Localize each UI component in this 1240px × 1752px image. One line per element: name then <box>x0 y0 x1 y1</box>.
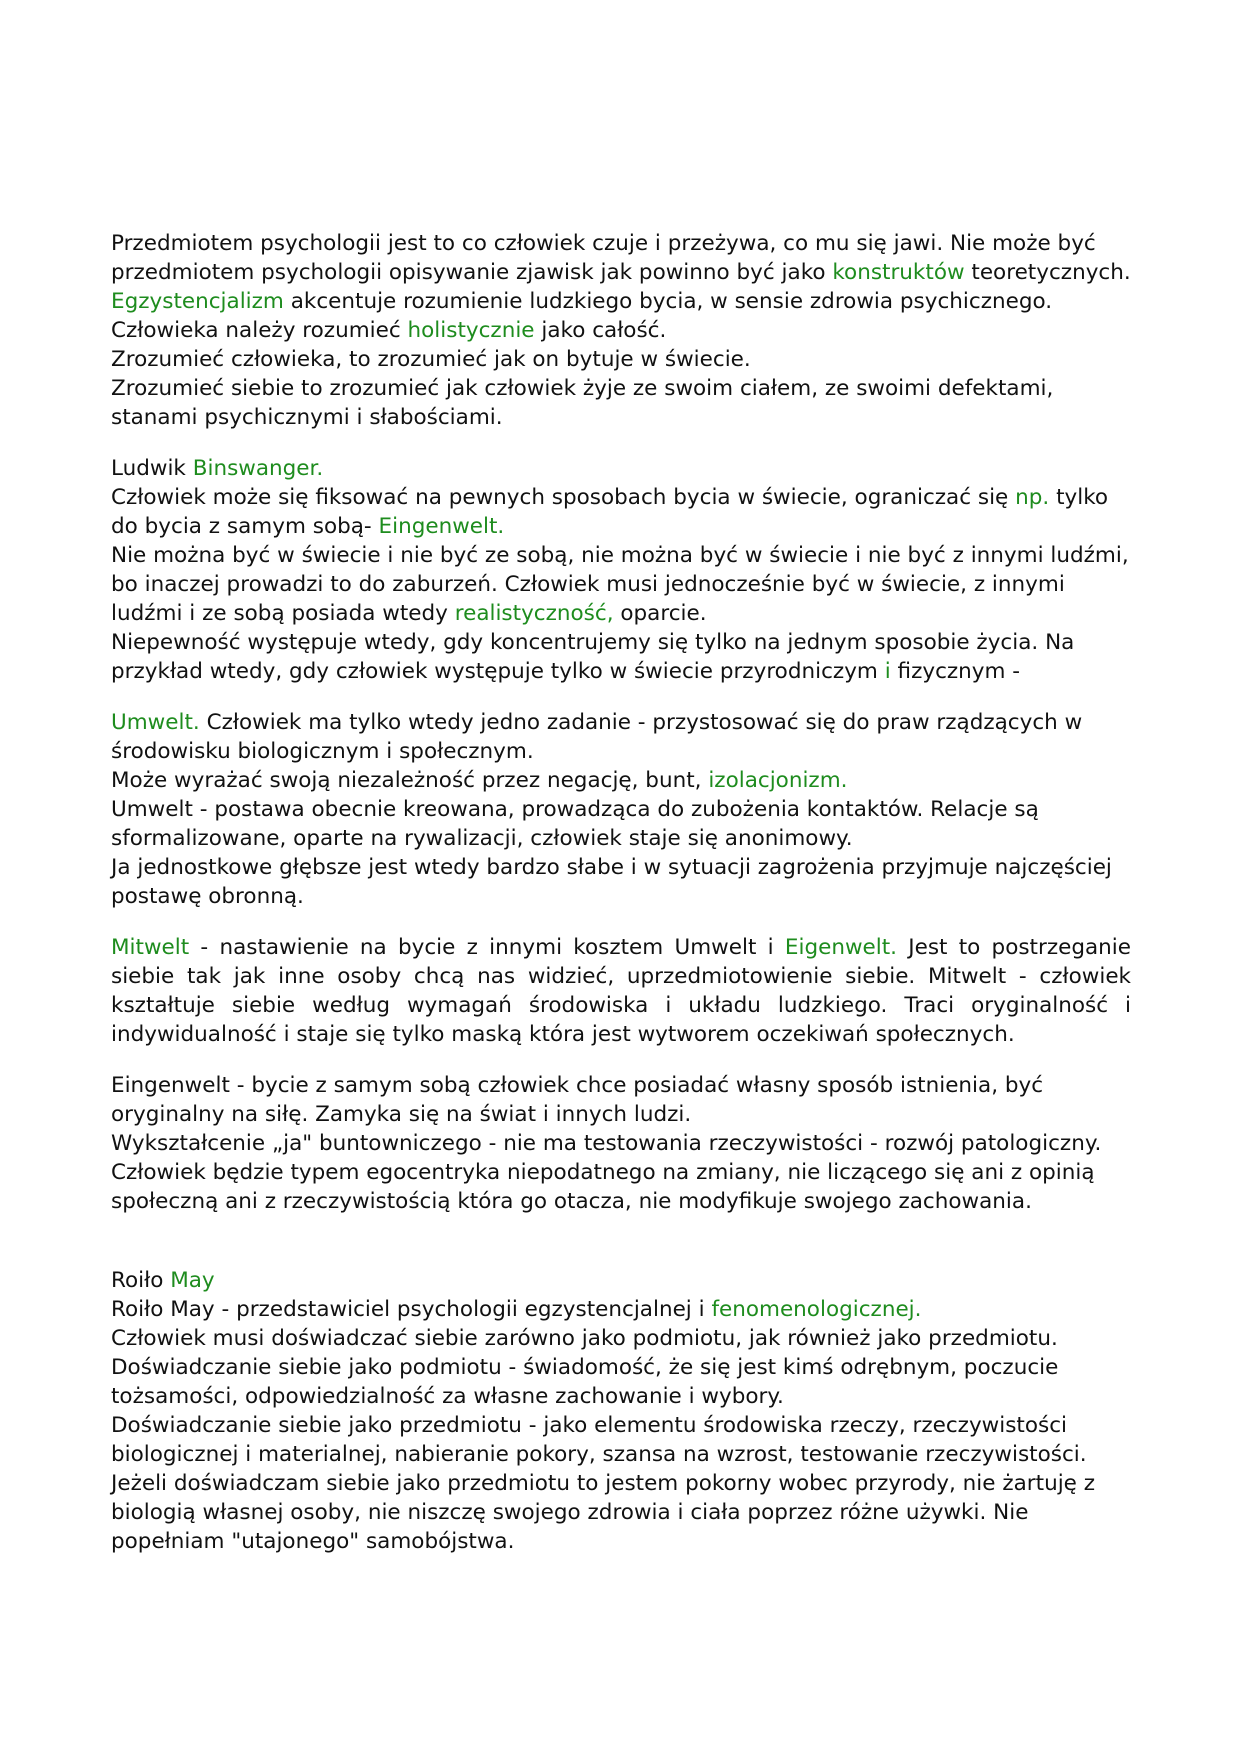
text-run: Doświadczanie siebie jako przedmiotu - jako elementu środowiska rzeczy, rzeczywistości biologicznej i materialnej, nabieranie pokory, szansa na wzrost, testowanie rzeczywistości. <box>111 1413 1087 1467</box>
text-run: Roiło <box>111 1268 171 1293</box>
text-run: Jeżeli doświadczam siebie jako przedmiotu to jestem pokorny wobec przyrody, nie żartuję z biologią własnej osoby, nie niszczę swojego zdrowia i ciała poprzez różne używki. Nie popełniam "utajonego" samobójstwa. <box>111 1471 1096 1554</box>
highlighted-term: i <box>884 659 891 684</box>
highlighted-term: np. <box>1015 485 1050 510</box>
text-run: Człowiek będzie typem egocentryka niepodatnego na zmiany, nie liczącego się ani z opinią społeczną ani z rzeczywistością która go otacza, nie modyfikuje swojego zachowania. <box>111 1160 1095 1214</box>
document-body <box>111 229 1131 1556</box>
text-run: Jest to postrzeganie siebie tak jak inne osoby chcą nas widzieć, uprzedmiotowienie siebie. Mitwelt - człowiek kształtuje siebie według wymagań środowiska i układu ludzkiego. Traci oryginalność i indywidualność i staje się tylko maską która jest wytworem oczekiwań społecznych. <box>111 935 1131 1047</box>
highlighted-term: Binswanger. <box>192 456 324 481</box>
text-run: Człowiek może się fiksować na pewnych sposobach bycia w świecie, ograniczać się <box>111 485 1016 510</box>
highlighted-term: konstruktów <box>832 260 965 285</box>
text-run: oparcie. <box>613 601 707 626</box>
text-run: Może wyrażać swoją niezależność przez negację, bunt, <box>111 768 709 793</box>
text-run: - nastawienie na bycie z innymi kosztem Umwelt i <box>189 935 785 960</box>
text-run: Zrozumieć człowieka, to zrozumieć jak on bytuje w świecie. <box>111 347 751 372</box>
highlighted-term: realistyczność, <box>454 601 614 626</box>
text-run: teoretycznych. <box>964 260 1131 285</box>
text-run: Człowiek musi doświadczać siebie zarówno jako podmiotu, jak również jako przedmiotu. <box>111 1326 1058 1351</box>
text-run: fizycznym - <box>890 659 1021 684</box>
paragraph-umwelt <box>111 708 1131 911</box>
text-run: Doświadczanie siebie jako podmiotu - świadomość, że się jest kimś odrębnym, poczucie tożsamości, odpowiedzialność za własne zachowanie i wybory. <box>111 1355 1059 1409</box>
highlighted-term: izolacjonizm. <box>708 768 848 793</box>
text-run: Eingenwelt - bycie z samym sobą człowiek chce posiadać własny sposób istnienia, być oryginalny na siłę. Zamyka się na świat i innych ludzi. <box>111 1073 1044 1127</box>
highlighted-term: Eingenwelt. <box>378 514 505 539</box>
highlighted-term: Mitwelt <box>111 935 190 960</box>
highlighted-term: May <box>170 1268 215 1293</box>
highlighted-term: holistycznie <box>407 318 535 343</box>
text-run: Przedmiotem psychologii jest to co człowiek czuje i przeżywa, co mu się jawi. Nie może być przedmiotem psychologii opisywanie zjawisk jak powinno być jako <box>111 231 1096 285</box>
text-run: Człowieka należy rozumieć <box>111 318 408 343</box>
text-run: Niepewność występuje wtedy, gdy koncentrujemy się tylko na jednym sposobie życia. Na przykład wtedy, gdy człowiek występuje tylko w świecie przyrodniczym <box>111 630 1075 684</box>
text-run: Ja jednostkowe głębsze jest wtedy bardzo słabe i w sytuacji zagrożenia przyjmuje najczęściej postawę obronną. <box>111 855 1112 909</box>
paragraph-eingenwelt <box>111 1071 1131 1216</box>
text-run: jako całość. <box>534 318 667 343</box>
text-run: Nie można być w świecie i nie być ze sobą, nie można być w świecie i nie być z innymi ludźmi, bo inaczej prowadzi to do zaburzeń. Człowiek musi jednocześnie być w świecie, z innymi ludźmi i ze sobą posiada wtedy <box>111 543 1129 626</box>
highlighted-term: Eigenwelt. <box>784 935 897 960</box>
text-run: Ludwik <box>111 456 193 481</box>
text-run: Człowiek ma tylko wtedy jedno zadanie - przystosować się do praw rządzących w środowisku biologicznym i społecznym. <box>111 710 1083 764</box>
text-run: Wykształcenie „ja" buntowniczego - nie ma testowania rzeczywistości - rozwój patologiczny. <box>111 1131 1102 1156</box>
highlighted-term: Umwelt. <box>111 710 200 735</box>
text-run: tylko do bycia z samym sobą- <box>111 485 1109 539</box>
paragraph-intro <box>111 229 1131 432</box>
text-run: Roiło May - przedstawiciel psychologii egzystencjalnej i <box>111 1297 712 1322</box>
text-run: Zrozumieć siebie to zrozumieć jak człowiek żyje ze swoim ciałem, ze swoimi defektami, stanami psychicznymi i słabościami. <box>111 376 1054 430</box>
highlighted-term: fenomenologicznej. <box>711 1297 922 1322</box>
text-run: akcentuje rozumienie ludzkiego bycia, w sensie zdrowia psychicznego. <box>283 289 1053 314</box>
paragraph-may <box>111 1266 1131 1556</box>
paragraph-mitwelt <box>111 933 1131 1049</box>
text-run: Umwelt - postawa obecnie kreowana, prowadząca do zubożenia kontaktów. Relacje są sformalizowane, oparte na rywalizacji, człowiek staje się anonimowy. <box>111 797 1039 851</box>
paragraph-binswanger <box>111 454 1131 686</box>
highlighted-term: Egzystencjalizm <box>111 289 284 314</box>
